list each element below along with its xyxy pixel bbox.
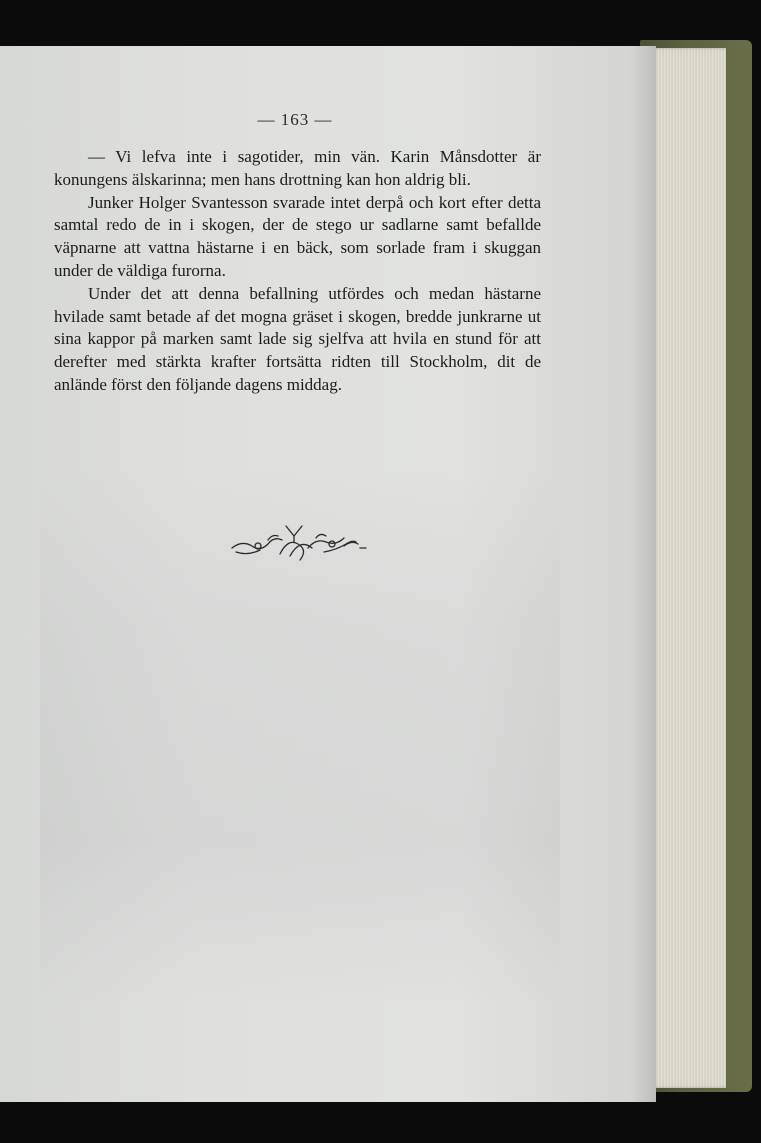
floral-vignette-icon — [228, 518, 370, 564]
paragraph-3: Under det att denna befallning utfördes och medan hästarne hvilade samt betade af det mogna gräset i skogen, bredde junkrarne ut sina kappor på marken samt lade sig sjelfva att hvila en stund för att derefter med stärkta krafter fortsätta ridten till Stockholm, dit de anlände först den följande dagens middag. — [54, 283, 541, 394]
paragraph-2: Junker Holger Svantesson svarade intet derpå och kort efter detta samtal redo de in i skogen, der de stego ur sadlarne samt befallde väpnarne att vattna hästarne i en bäck, som sorlade fram i skuggan under de väldiga furorna. — [54, 192, 541, 280]
page-number: — 163 — — [257, 110, 333, 129]
page-edges — [652, 48, 726, 1088]
body-text — [54, 146, 541, 397]
paragraph-1: — Vi lefva inte i sagotider, min vän. Karin Månsdotter är konungens älskarinna; men hans drottning kan hon aldrig bli. — [54, 147, 541, 189]
